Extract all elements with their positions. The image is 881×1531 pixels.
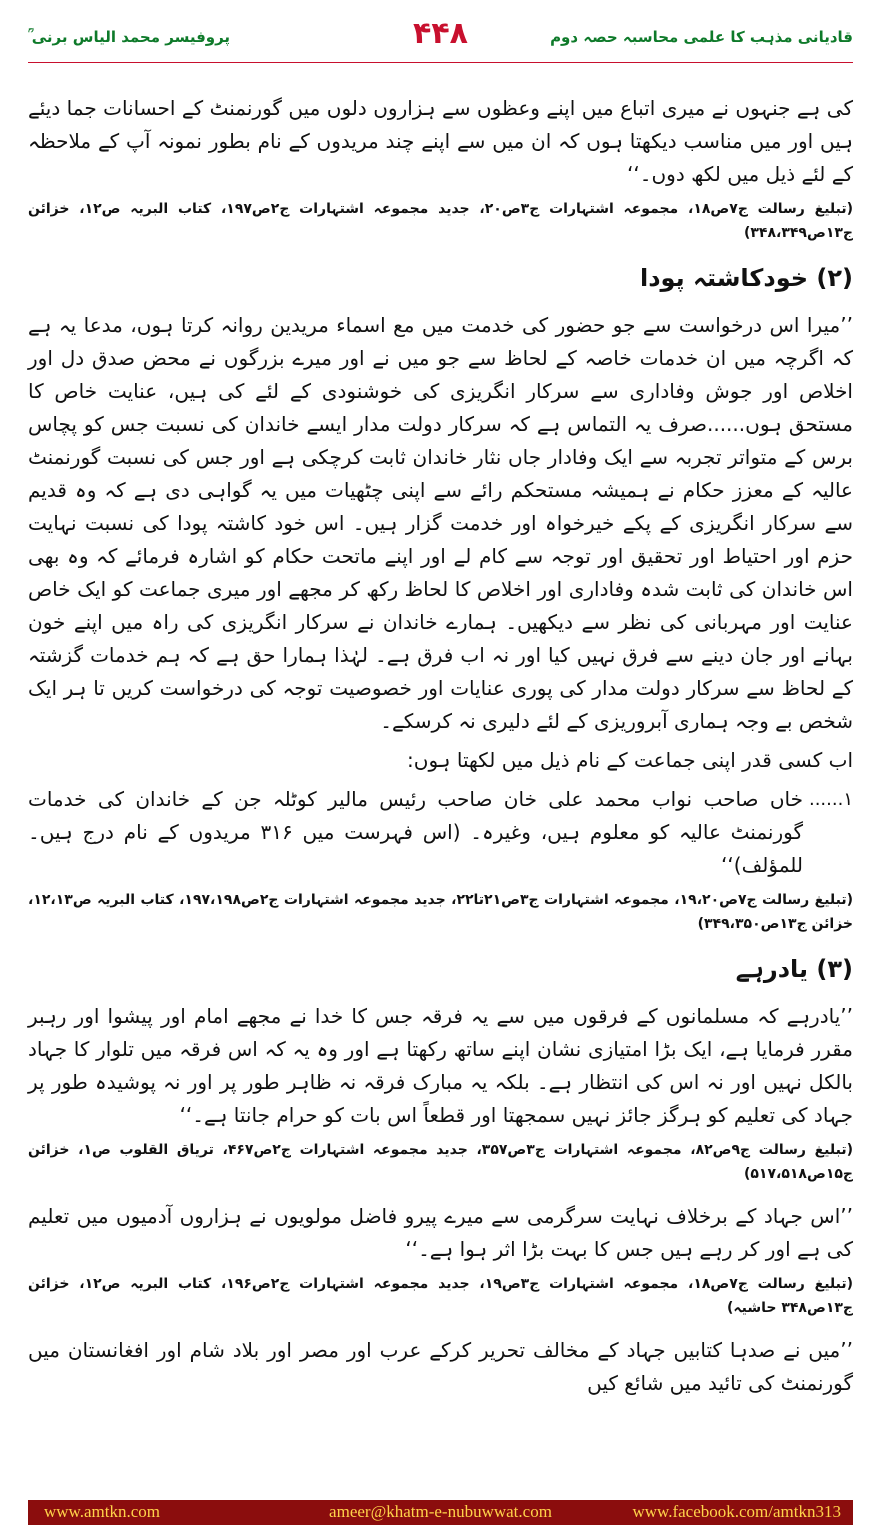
list-marker: ۱...... bbox=[808, 789, 853, 810]
reference-citation: (تبلیغ رسالت ج۷ص۱۸، مجموعہ اشتہارات ج۳ص۲۰، جدید مجموعہ اشتہارات ج۲ص۱۹۷، کتاب البریہ ص۱۲، خزائن ج۱۳ص۳۴۸،۳۴۹) bbox=[28, 201, 853, 241]
list-item-text: خاں صاحب نواب محمد علی خان صاحب رئیس مالیر کوٹلہ جن کے خاندان کی خدمات گورنمنٹ عالیہ کو معلوم ہیں، وغیرہ۔ (اس فہرست میں ۳۱۶ مریدوں کے نام درج ہیں۔ للمؤلف)‘‘ bbox=[28, 787, 803, 877]
book-title: قادیانی مذہب کا علمی محاسبہ حصہ دوم bbox=[550, 28, 853, 46]
reference-citation: (تبلیغ رسالت ج۷ص۱۸، مجموعہ اشتہارات ج۳ص۱۹، جدید مجموعہ اشتہارات ج۲ص۱۹۶، کتاب البریہ ص۱۲، خزائن ج۱۳ص۳۴۸ حاشیہ) bbox=[28, 1276, 853, 1316]
page-number: ۴۴۸ bbox=[413, 16, 468, 51]
body-paragraph: ’’یادرہے کہ مسلمانوں کے فرقوں میں سے یہ فرقہ جس کا خدا نے مجھے امام اور پیشوا اور رہبر مقرر فرمایا ہے، ایک بڑا امتیازی نشان اپنے ساتھ رکھتا ہے اور وہ یہ کہ اس فرقہ میں تلوار کا جہاد بالکل نہیں اور نہ اس کی انتظار ہے۔ بلکہ یہ مبارک فرقہ نہ ظاہر طور پر اور نہ پوشیدہ طور پر جہاد کی تعلیم کو ہرگز جائز نہیں سمجھتا اور قطعاً اس بات کو حرام جانتا ہے۔‘‘ bbox=[28, 1004, 853, 1127]
page-footer bbox=[28, 1500, 853, 1525]
body-paragraph: کی ہے جنہوں نے میری اتباع میں اپنے وعظوں سے ہزاروں دلوں میں گورنمنٹ کے احسانات جما دیئے ہیں اور میں مناسب دیکھتا ہوں کہ ان میں سے اپنے چند مریدوں کے نام بطور نمونہ آپ کے ملاحظہ کے لئے ذیل میں لکھ دوں۔‘‘ bbox=[28, 96, 853, 186]
body-paragraph: اب کسی قدر اپنی جماعت کے نام ذیل میں لکھتا ہوں: bbox=[407, 748, 853, 772]
body-paragraph: ’’میں نے صدہا کتابیں جہاد کے مخالف تحریر کرکے عرب اور مصر اور بلاد شام اور افغانستان میں گورنمنٹ کی تائید میں شائع کیں bbox=[28, 1338, 853, 1395]
page-header bbox=[28, 14, 853, 58]
reference-citation: (تبلیغ رسالت ج۹ص۸۲، مجموعہ اشتہارات ج۳ص۳۵۷، جدید مجموعہ اشتہارات ج۲ص۴۶۷، تریاق القلوب ص۱، خزائن ج۱۵ص۵۱۷،۵۱۸) bbox=[28, 1142, 853, 1182]
header-divider bbox=[28, 62, 853, 63]
facebook-link[interactable]: www.facebook.com/amtkn313 bbox=[632, 1502, 841, 1521]
section-heading: (۲) خودکاشتہ پودا bbox=[640, 264, 853, 292]
body-paragraph: ’’اس جہاد کے برخلاف نہایت سرگرمی سے میرے پیرو فاضل مولویوں نے ہزاروں آدمیوں میں تعلیم کی ہے اور کر رہے ہیں جس کا بہت بڑا اثر ہوا ہے۔‘‘ bbox=[28, 1204, 853, 1261]
page-body bbox=[28, 92, 853, 1406]
author-name: پروفیسر محمد الیاس برنی ؒ bbox=[28, 28, 231, 46]
website-link[interactable]: www.amtkn.com bbox=[44, 1502, 160, 1521]
email-link[interactable]: ameer@khatm-e-nubuwwat.com bbox=[329, 1502, 552, 1521]
body-paragraph: ’’میرا اس درخواست سے جو حضور کی خدمت میں مع اسماء مریدین روانہ کرتا ہوں، مدعا یہ ہے کہ اگرچہ میں ان خدمات خاصہ کے لحاظ سے جو میں نے اور میرے بزرگوں نے محض صدق دل اور اخلاص اور جوش وفاداری سے سرکار انگریزی کی خوشنودی کے لئے کی ہیں، عنایت خاص کا مستحق ہوں......صرف یہ التماس ہے کہ سرکار دولت مدار ایسے خاندان کی نسبت جس کو پچاس برس کے متواتر تجربہ سے ایک وفادار جاں نثار خاندان ثابت کرچکی ہے اور جس کی نسبت گورنمنٹ عالیہ کے معزز حکام نے ہمیشہ مستحکم رائے سے اپنی چٹھیات میں یہ گواہی دی ہے کہ وہ قدیم سے سرکار انگریزی کے پکے خیرخواہ اور خدمت گزار ہیں۔ اس خود کاشتہ پودا کی نسبت نہایت حزم اور احتیاط اور تحقیق اور توجہ سے کام لے اور اپنے ماتحت حکام کو اشارہ فرمائے کہ وہ بھی اس خاندان کی ثابت شدہ وفاداری اور اخلاص کا لحاظ رکھ کر مجھے اور میری جماعت کو ایک خاص عنایت اور مہربانی کی نظر سے دیکھیں۔ ہمارے خاندان نے سرکار انگریزی کی راہ میں اپنے خون بہانے اور جان دینے سے فرق نہیں کیا اور نہ اب فرق ہے۔ لہٰذا ہمارا حق ہے کہ ہم خدمات گزشتہ کے لحاظ سے سرکار دولت مدار کی پوری عنایات اور خصوصیت توجہ کی درخواست کریں تا ہر ایک شخص بے وجہ ہماری آبروریزی کے لئے دلیری نہ کرسکے۔ bbox=[28, 313, 853, 733]
list-item bbox=[28, 783, 853, 882]
section-heading: (۳) یادرہے bbox=[735, 955, 853, 983]
reference-citation: (تبلیغ رسالت ج۷ص۱۹،۲۰، مجموعہ اشتہارات ج۳ص۲۱تا۲۲، جدید مجموعہ اشتہارات ج۲ص۱۹۷،۱۹۸، کتاب البریہ ص۱۲،۱۳، خزائن ج۱۳ص۳۴۹،۳۵۰) bbox=[28, 892, 853, 932]
